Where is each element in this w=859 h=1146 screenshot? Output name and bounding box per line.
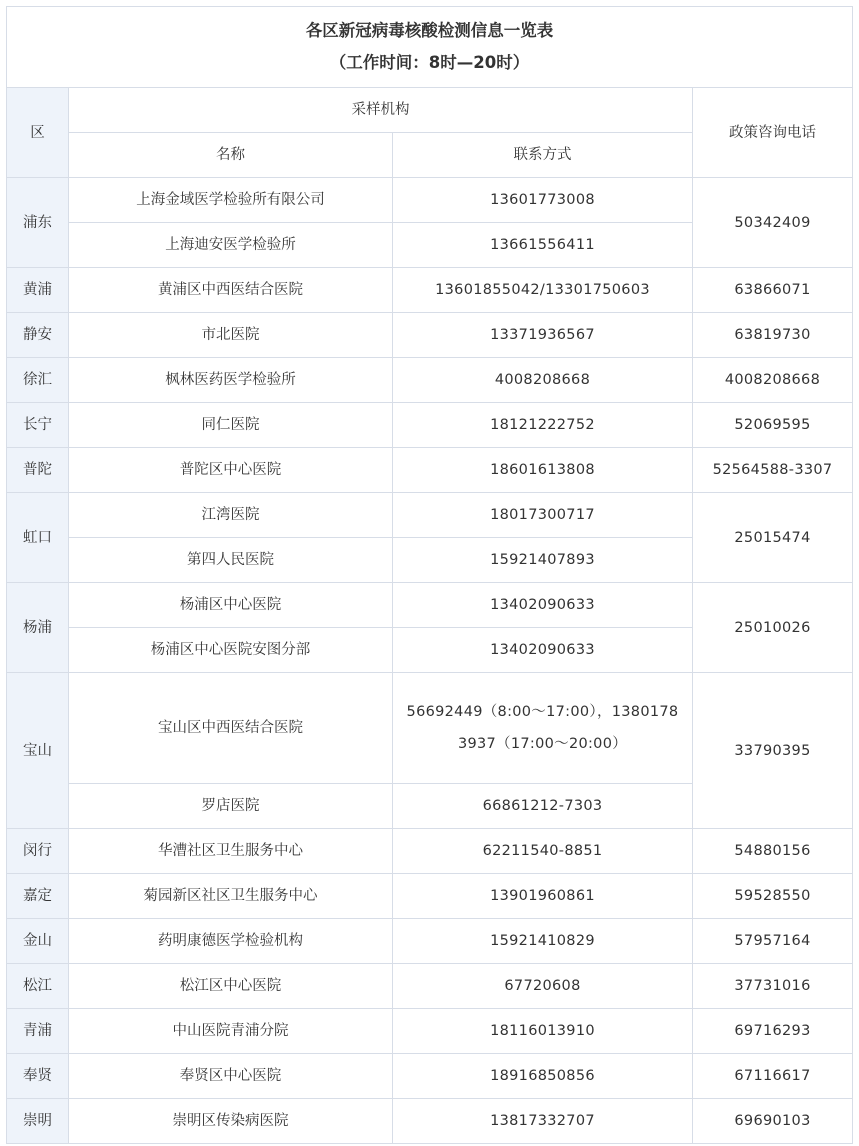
contact-cell: 13817332707	[393, 1099, 693, 1144]
contact-cell	[393, 673, 693, 784]
policy-phone-cell: 57957164	[693, 919, 853, 964]
institution-name-cell: 宝山区中西医结合医院	[69, 673, 393, 784]
contact-line: 56692449（8:00～17:00），1380178	[406, 704, 679, 720]
district-cell: 黄浦	[7, 268, 69, 313]
institution-name-cell: 上海金域医学检验所有限公司	[69, 178, 393, 223]
institution-name-cell: 崇明区传染病医院	[69, 1099, 393, 1144]
district-cell: 虹口	[7, 493, 69, 583]
policy-phone-cell: 25010026	[693, 583, 853, 673]
table-row	[7, 583, 853, 628]
table-row	[7, 1054, 853, 1099]
policy-phone-cell: 50342409	[693, 178, 853, 268]
institution-name-cell: 罗店医院	[69, 784, 393, 829]
district-cell: 青浦	[7, 1009, 69, 1054]
table-row	[7, 829, 853, 874]
institution-name-cell: 同仁医院	[69, 403, 393, 448]
district-cell: 长宁	[7, 403, 69, 448]
header-contact: 联系方式	[393, 133, 693, 178]
district-cell: 宝山	[7, 673, 69, 829]
table-row	[7, 403, 853, 448]
institution-name-cell: 普陀区中心医院	[69, 448, 393, 493]
policy-phone-cell: 33790395	[693, 673, 853, 829]
contact-cell: 66861212-7303	[393, 784, 693, 829]
contact-cell: 4008208668	[393, 358, 693, 403]
institution-name-cell: 菊园新区社区卫生服务中心	[69, 874, 393, 919]
table-row	[7, 493, 853, 538]
policy-phone-cell: 69690103	[693, 1099, 853, 1144]
institution-name-cell: 华漕社区卫生服务中心	[69, 829, 393, 874]
contact-cell: 62211540-8851	[393, 829, 693, 874]
header-sampling-institution: 采样机构	[69, 88, 693, 133]
table-title-line1: 各区新冠病毒核酸检测信息一览表	[305, 21, 554, 40]
district-cell: 普陀	[7, 448, 69, 493]
district-cell: 崇明	[7, 1099, 69, 1144]
table-row	[7, 178, 853, 223]
header-district: 区	[7, 88, 69, 178]
header-name: 名称	[69, 133, 393, 178]
table-row	[7, 358, 853, 403]
table-row	[7, 919, 853, 964]
table-body	[7, 178, 853, 1144]
contact-cell: 18121222752	[393, 403, 693, 448]
info-table-container	[6, 6, 852, 1144]
policy-phone-cell: 52069595	[693, 403, 853, 448]
institution-name-cell: 黄浦区中西医结合医院	[69, 268, 393, 313]
contact-cell: 13901960861	[393, 874, 693, 919]
policy-phone-cell: 54880156	[693, 829, 853, 874]
table-row	[7, 448, 853, 493]
institution-name-cell: 中山医院青浦分院	[69, 1009, 393, 1054]
contact-cell: 13661556411	[393, 223, 693, 268]
institution-name-cell: 上海迪安医学检验所	[69, 223, 393, 268]
institution-name-cell: 奉贤区中心医院	[69, 1054, 393, 1099]
institution-name-cell: 枫林医药医学检验所	[69, 358, 393, 403]
district-cell: 奉贤	[7, 1054, 69, 1099]
institution-name-cell: 市北医院	[69, 313, 393, 358]
table-row	[7, 874, 853, 919]
contact-cell: 15921410829	[393, 919, 693, 964]
policy-phone-cell: 67116617	[693, 1054, 853, 1099]
policy-phone-cell: 52564588-3307	[693, 448, 853, 493]
table-row	[7, 1099, 853, 1144]
table-title	[7, 7, 853, 88]
policy-phone-cell: 59528550	[693, 874, 853, 919]
contact-cell: 18116013910	[393, 1009, 693, 1054]
table-row	[7, 313, 853, 358]
contact-cell: 67720608	[393, 964, 693, 1009]
table-row	[7, 673, 853, 784]
institution-name-cell: 杨浦区中心医院	[69, 583, 393, 628]
district-cell: 闵行	[7, 829, 69, 874]
table-row	[7, 964, 853, 1009]
contact-cell: 13601773008	[393, 178, 693, 223]
district-cell: 徐汇	[7, 358, 69, 403]
institution-name-cell: 第四人民医院	[69, 538, 393, 583]
contact-cell: 18916850856	[393, 1054, 693, 1099]
table-title-line2: （工作时间：8时—20时）	[329, 53, 530, 72]
district-cell: 浦东	[7, 178, 69, 268]
district-cell: 金山	[7, 919, 69, 964]
institution-name-cell: 药明康德医学检验机构	[69, 919, 393, 964]
contact-line: 3937（17:00～20:00）	[457, 736, 628, 752]
header-policy-phone: 政策咨询电话	[693, 88, 853, 178]
district-cell: 松江	[7, 964, 69, 1009]
contact-cell: 13402090633	[393, 583, 693, 628]
contact-cell: 18017300717	[393, 493, 693, 538]
policy-phone-cell: 25015474	[693, 493, 853, 583]
contact-cell: 18601613808	[393, 448, 693, 493]
contact-cell: 13601855042/13301750603	[393, 268, 693, 313]
policy-phone-cell: 69716293	[693, 1009, 853, 1054]
contact-cell: 13402090633	[393, 628, 693, 673]
district-cell: 杨浦	[7, 583, 69, 673]
policy-phone-cell: 4008208668	[693, 358, 853, 403]
table-row	[7, 268, 853, 313]
district-cell: 嘉定	[7, 874, 69, 919]
institution-name-cell: 江湾医院	[69, 493, 393, 538]
district-cell: 静安	[7, 313, 69, 358]
contact-cell: 15921407893	[393, 538, 693, 583]
policy-phone-cell: 63866071	[693, 268, 853, 313]
institution-name-cell: 杨浦区中心医院安图分部	[69, 628, 393, 673]
policy-phone-cell: 37731016	[693, 964, 853, 1009]
table-row	[7, 1009, 853, 1054]
policy-phone-cell: 63819730	[693, 313, 853, 358]
contact-cell: 13371936567	[393, 313, 693, 358]
nucleic-acid-test-table	[6, 6, 853, 1144]
institution-name-cell: 松江区中心医院	[69, 964, 393, 1009]
